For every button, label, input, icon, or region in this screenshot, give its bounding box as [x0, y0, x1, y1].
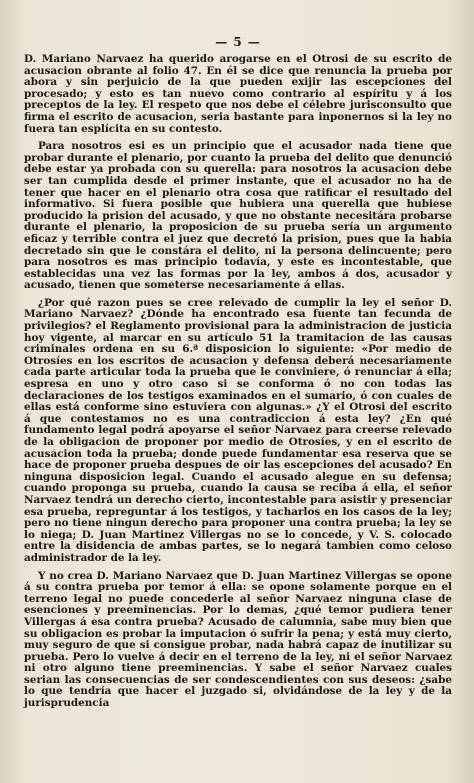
paragraph: D. Mariano Narvaez ha querido arogarse en el Otrosi de su escrito de acusacion obrante al folio 47. En él se dice que renuncia la prueba por abora y sin perjuicio de la que pueden exijir las escepciones del procesado; y esto es tan nuevo como contrario al espíritu y á los preceptos de la ley. El respeto que nos debe el célebre jurisconsulto que firma el escrito de acusacion, seria bastante para inponernos si la ley no fuera tan esplícita en su contesto.	[24, 53, 452, 135]
body-text	[24, 54, 452, 710]
paragraph: Y no crea D. Mariano Narvaez que D. Juan Martinez Villergas se opone á su contra prueba por temor á ella: se opone solamente porque en el terreno legal no puede concederle al señor Narvaez ninguna clase de esenciones y preeminencias. Por lo demas, ¿qué temor pudiera tener Villergas á esa contra prueba? Acusado de calumnia, sabe muy bien que su obligacion es probar la imputacion ó sufrir la pena; y está muy cierto, muy seguro de que si consigue probar, nada habrá capaz de inutilizar su prueba. Pero lo vuelve á decir en el terreno de la ley, ni el señor Narvaez ni otro alguno tiene preeminencias. Y sabe el señor Narvaez cuales serian las consecuencias de ser condescendientes con sus deseos: ¿sabe lo que tendría que hacer el juzgado si, olvidándose de la ley y de la jurisprudencia	[24, 569, 452, 710]
paragraph: Para nosotros esi es un principio que el acusador nada tiene que probar durante el plenario, por cuanto la prueba del delito que denunció debe estar ya probada con su querella: para nosotros la acusacion debe ser tan cumplida desde el primer instante, que el acusador no ha de tener que hacer en el plenario otra cosa que ratificar el resultado del informativo. Si fuera posible que hubiera una querella que hubiese producido la prision del acusado, y que no obstante necesitára probarse durante el plenario, la proposicion de su prueba sería un argumento eficaz y terrible contra el juez que decretó la prision, pues que la habia decretado sin que le constára el delito, ni la persona delincuente; pero para nosotros es mas principio todavía, y este es incontestable, que establecidas una vez las formas por la ley, ambos á dos, acusador y acusado, tienen que someterse necesariamente á ellas.	[24, 140, 452, 292]
page-number: — 5 —	[215, 35, 261, 49]
paragraph: ¿Por qué razon pues se cree relevado de cumplir la ley el señor D. Mariano Narvaez? ¿Dónde ha encontrado esa fuente tan fecunda de privilegios? el Reglamento provisional para la administracion de justicia hoy vigente, al marcar en su artículo 51 la tramitacion de las causas criminales ordena en su 6.ª disposicion lo siguiente: «Por medio de Otrosíes en los escritos de acusacion y defensa deberá necesariamente cada parte articular toda la prueba que le conviniere, ó renunciar á ella; espresa en uno y otro caso si se conforma ó no con todas las declaraciones de los testigos examinados en el sumario, ó con cuales de ellas está conforme sino estuviera con algunas.» ¿Y el Otrosi del escrito á que contestamos no es una contradiccion á esta ley? ¿En qué fundamento legal podrá apoyarse el señor Narvaez para creerse relevado de la obligacion de proponer por medio de Otrosíes, y en el escrito de acusacion toda la prueba; donde puede fundamentar esa reserva que se hace de proponer prueba despues de oir las escepciones del acusado? En ninguna disposicion legal. Cuando el acusado alegue en su defensa; cuando proponga su prueba, cuando la causa se reciba á ella, el señor Narvaez tendrá un derecho cierto, incontestable para asistir y presenciar esa prueba, repreguntar á los testigos, y tacharlos en los casos de la ley; pero no tiene ningun derecho para proponer una contra prueba; la ley se lo niega; D. Juan Martinez Villergas no se lo concede, y V. S. colocado entre la disidencia de ambas partes, se lo negará tambien como celoso administrador de la ley.	[24, 296, 452, 564]
